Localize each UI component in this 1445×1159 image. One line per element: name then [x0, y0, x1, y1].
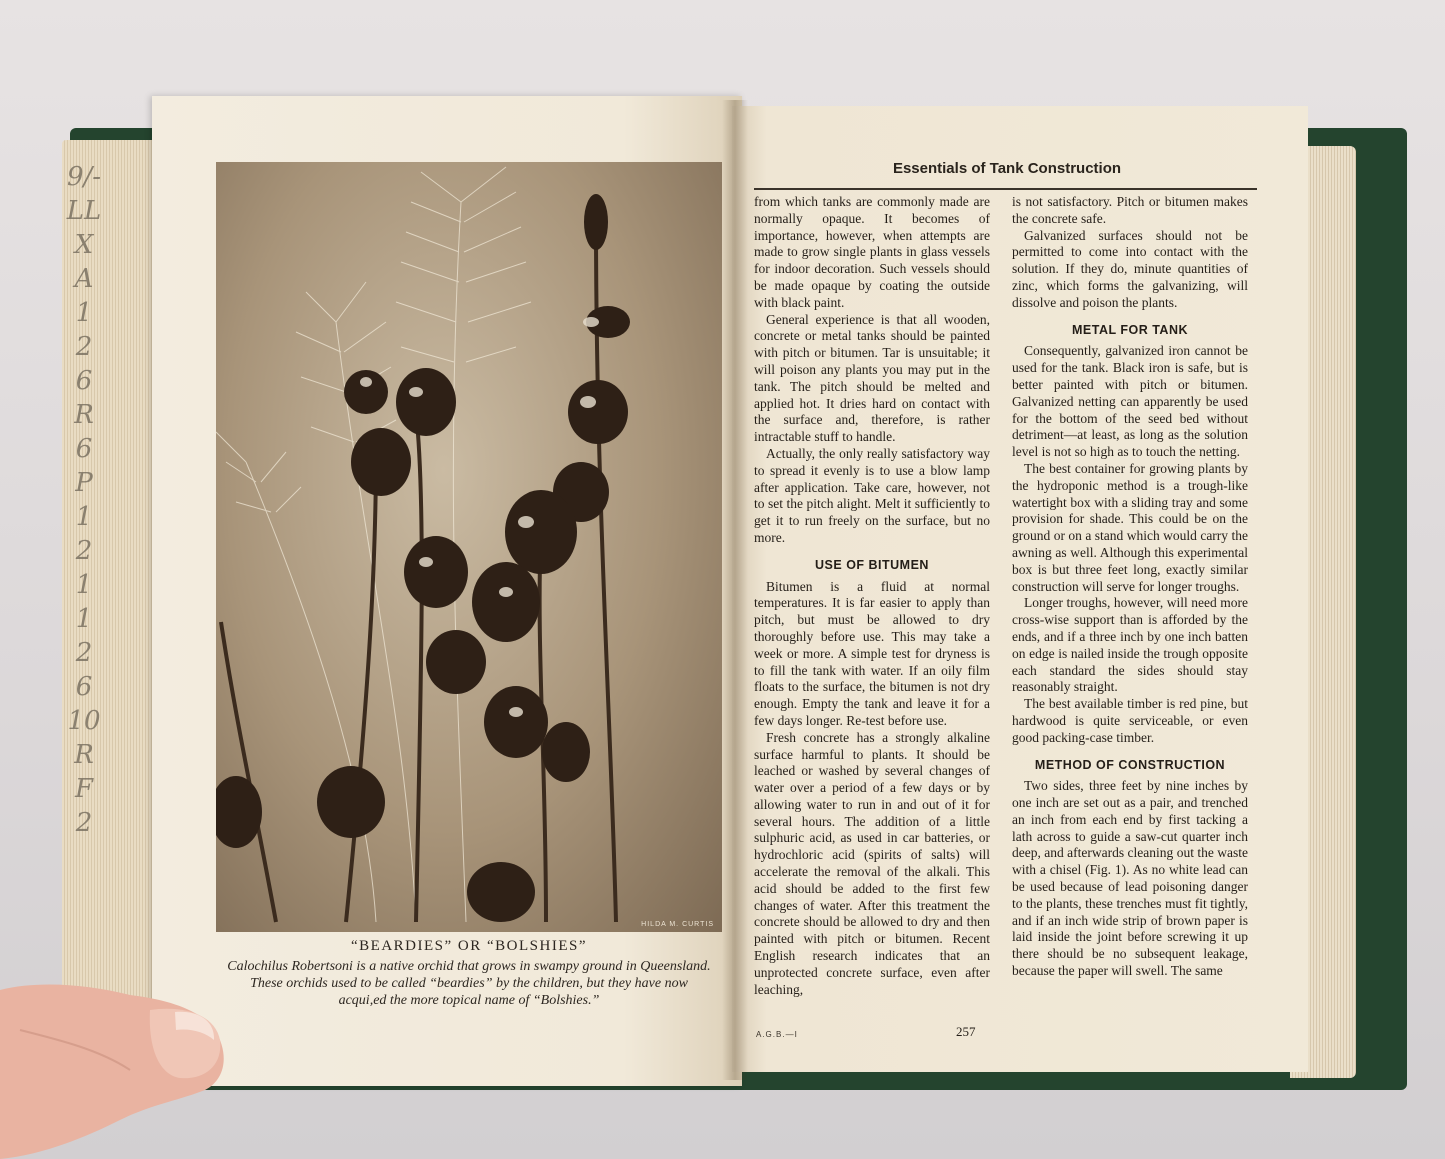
paragraph: Bitumen is a fluid at normal temperatures. It is far easier to apply than pitch, but must be allowed to dry thoroughly before use. This may take a week or more. A simple test for dryness is to fill the tank with water. If an oily film floats to the surface, the bitumen is not dry enough. Empty the tank and leave it for a few days longer. Re-test before use. — [754, 578, 990, 728]
paragraph: Actually, the only really satisfactory way to spread it evenly is to use a blow lamp after application. Take care, however, not to set the pitch alight. Melt it sufficiently to get it to run freely on the surface, but no more. — [754, 445, 990, 545]
pencil-note: 1 — [75, 298, 93, 328]
pencil-note: 2 — [75, 332, 93, 362]
caption-line: Calochilus Robertsoni is a native orchid that grows in swampy ground in Queensland. — [227, 959, 711, 974]
pencil-note: R — [74, 740, 94, 770]
orchid-photograph — [216, 162, 722, 932]
pencil-note: X — [74, 230, 94, 260]
orchid-illustration — [216, 162, 722, 932]
pencil-notes — [60, 160, 108, 1020]
pencil-note: 9/- — [66, 162, 102, 192]
paragraph: from which tanks are commonly made are normally opaque. It becomes of importance, however, when attempts are made to grow single plants in glass vessels for indoor decoration. Such vessels should be made opaque by coating the outside with black paint. — [754, 194, 990, 310]
caption-line: acqui,ed the more topical name of “Bolshies.” — [338, 993, 600, 1008]
paragraph: Two sides, three feet by nine inches by one inch are set out as a pair, and trenched an inch from each end by first tacking a lath across to guide a saw-cut quarter inch deep, and afterwards cleaning out the waste with a chisel (Fig. 1). As no white lead can be used because of lead poisoning danger to the plants, these trenches must fit tightly, and if an inch wide strip of brown paper is laid inside the joint before screwing it up there should be no subsequent leakage, because the paper will swell. The same — [1012, 778, 1248, 979]
paragraph: is not satisfactory. Pitch or bitumen makes the concrete safe. — [1012, 194, 1248, 226]
pencil-note: 6 — [75, 672, 93, 702]
paragraph: The best container for growing plants by the hydroponic method is a trough-like watertight box with a sliding tray and some provision for shade. This could be on the ground or on a stand which would carry the awning as well. Although this experimental box is but three feet long, exactly similar construction will serve for longer troughs. — [1012, 460, 1248, 594]
book-gutter — [722, 100, 748, 1080]
pencil-note: 6 — [75, 434, 93, 464]
pencil-note: 6 — [75, 366, 93, 396]
section-heading: METHOD OF CONSTRUCTION — [1034, 757, 1226, 772]
running-head: Essentials of Tank Construction — [892, 160, 1122, 177]
pencil-note: 2 — [75, 808, 93, 838]
paragraph: Consequently, galvanized iron cannot be used for the tank. Black iron is safe, but is better painted with pitch or bitumen. Galvanized netting can apparently be used for the bottom of the seed bed without detriment—at least, as long as the solution level is not so high as to touch the netting. — [1012, 343, 1248, 460]
paragraph: Longer troughs, however, will need more cross-wise support than is afforded by the ends, and if a three inch by one inch batten on edge is nailed inside the trough opposite each standard the sides should stay reasonably straight. — [1012, 595, 1248, 695]
caption-line: These orchids used to be called “beardies” by the children, but they have now — [250, 976, 688, 991]
pencil-note: P — [75, 468, 93, 498]
page-number: 257 — [956, 1024, 976, 1039]
pencil-note: 2 — [75, 638, 93, 668]
pencil-note: 2 — [75, 536, 93, 566]
signature-mark: A.G.B.—I — [756, 1030, 798, 1039]
pencil-note: LL — [66, 196, 102, 226]
hand-illustration — [0, 970, 240, 1159]
caption-text — [216, 958, 722, 1009]
paragraph: General experience is that all wooden, concrete or metal tanks should be painted with pitch or bitumen. Tar is unsuitable; it will poison any plants you may put in the tank. The pitch should be melted and applied hot. It dries hard on contact with the surface and, therefore, is rather intractable stuff to handle. — [754, 311, 990, 445]
pencil-note: 1 — [75, 570, 93, 600]
section-heading: USE OF BITUMEN — [815, 557, 929, 572]
header-rule — [754, 188, 1257, 190]
pencil-note: A — [74, 264, 94, 294]
text-column-left — [754, 194, 990, 998]
section-heading: METAL FOR TANK — [1071, 322, 1188, 337]
pencil-note: 1 — [75, 502, 93, 532]
caption-title: “BEARDIES” OR “BOLSHIES” — [351, 938, 587, 954]
pencil-note: F — [74, 774, 94, 804]
paragraph: Galvanized surfaces should not be permitted to come into contact with the solution. If they do, minute quantities of zinc, which forms the galvanizing, will dissolve and poison the plants. — [1012, 227, 1248, 310]
pencil-note: R — [74, 400, 94, 430]
paragraph: The best available timber is red pine, but hardwood is quite serviceable, or even good packing-case timber. — [1012, 696, 1248, 745]
text-column-right — [1012, 194, 1248, 980]
pencil-note: 1 — [75, 604, 93, 634]
photo-credit: HILDA M. CURTIS — [641, 921, 714, 928]
pencil-note: 10 — [67, 706, 101, 736]
paragraph: Fresh concrete has a strongly alkaline surface harmful to plants. It should be leached or washed by several changes of water over a period of a few days or by allowing water to run in and out of it for several hours. The addition of a little sulphuric acid, as used in car batteries, or hydrochloric acid (spirits of salts) will accelerate the removal of the alkali. This acid should be added to the first few changes of water. After this treatment the concrete should be allowed to dry and then painted with pitch or bitumen. Recent English research indicates that an unprotected concrete surface, even after leaching, — [754, 729, 990, 997]
